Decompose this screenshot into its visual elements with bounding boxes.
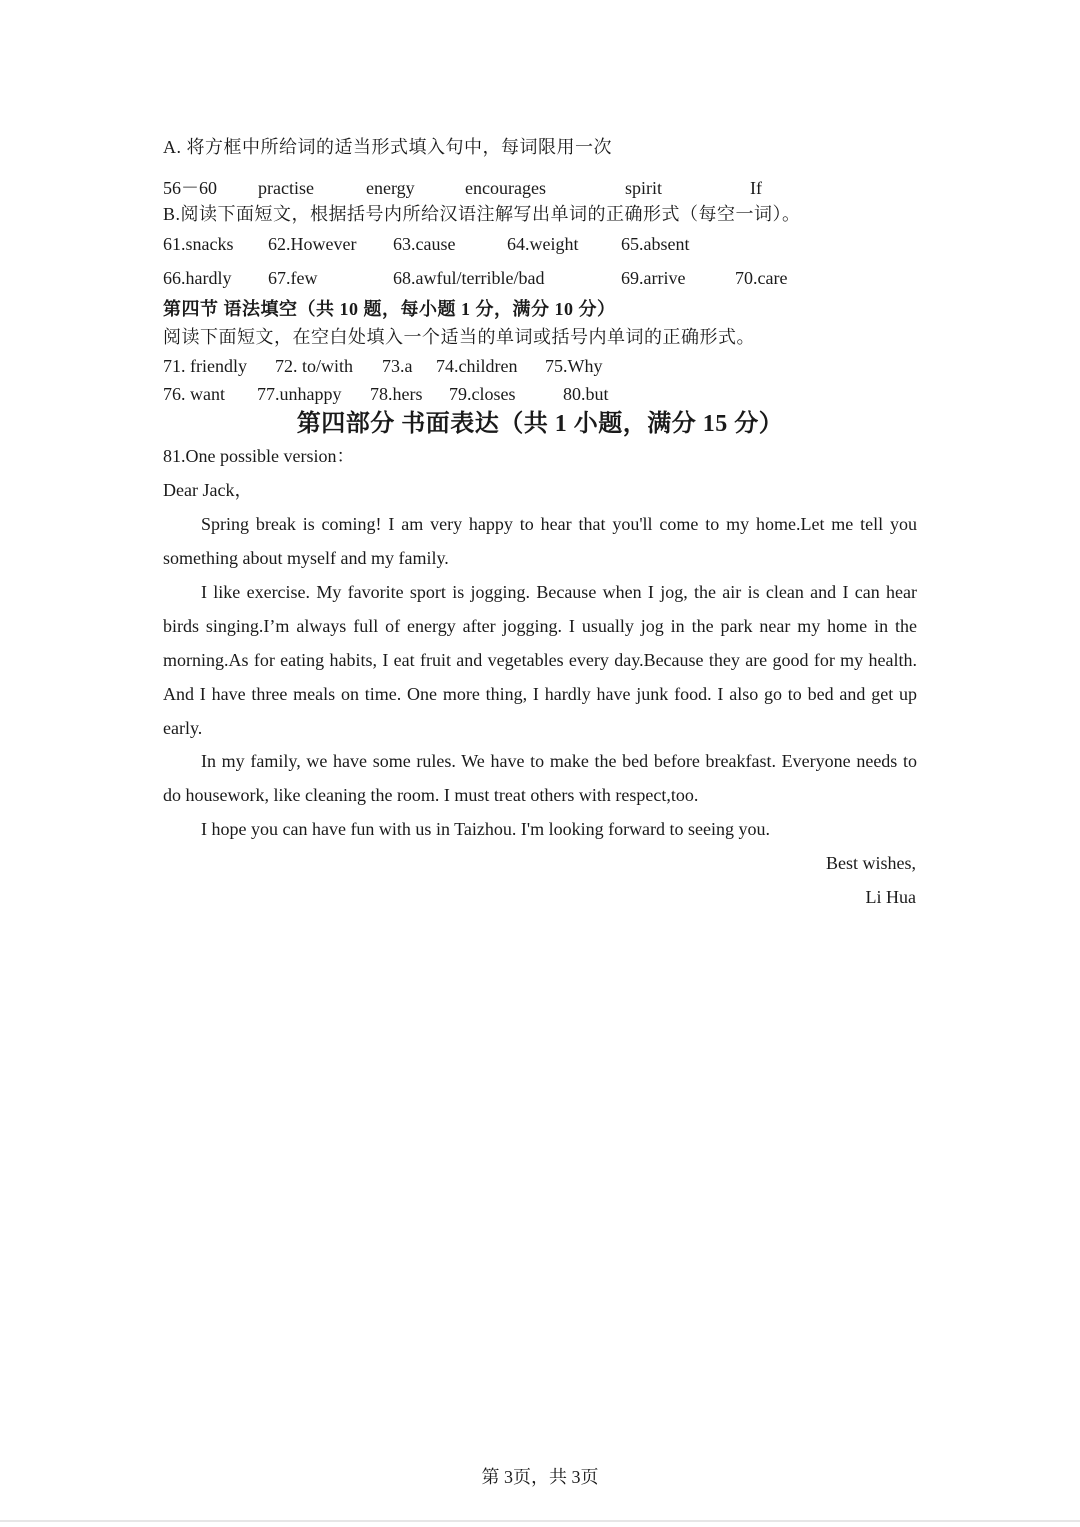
answer-item: 72. to/with [275, 356, 354, 376]
essay-closing: Best wishes, [826, 853, 916, 873]
page-bottom-edge [0, 1520, 1080, 1522]
essay-paragraph: Spring break is coming! I am very happy to hear that you'll come to my home.Let me tell you something about myself and my family. [163, 514, 917, 568]
essay-signature: Li Hua [865, 887, 916, 907]
answer-item: 69.arrive [621, 268, 686, 288]
answer-item: 74.children [436, 356, 518, 376]
essay-paragraph: I hope you can have fun with us in Taizhou. I'm looking forward to seeing you. [201, 819, 771, 839]
essay-paragraph: In my family, we have some rules. We have to make the bed before breakfast. Everyone needs to do housework, like cleaning the room. I must treat others with respect,too. [163, 751, 917, 805]
part-4-heading: 第四部分 书面表达（共 1 小题，满分 15 分） [296, 411, 784, 437]
essay-label: 81.One possible version： [163, 446, 355, 466]
answer-item: 80.but [563, 384, 609, 404]
answer-item: 77.unhappy [257, 384, 342, 404]
answer-item: 75.Why [545, 356, 603, 376]
answer-item: 62.However [268, 234, 357, 254]
section-a-word: spirit [625, 178, 663, 198]
section-b-instruction: B.阅读下面短文，根据括号内所给汉语注解写出单词的正确形式（每空一词）。 [163, 204, 801, 224]
answer-item: 78.hers [370, 384, 423, 404]
section-4-instruction: 阅读下面短文，在空白处填入一个适当的单词或括号内单词的正确形式。 [163, 327, 755, 347]
section-4-title: 第四节 语法填空（共 10 题，每小题 1 分，满分 10 分） [163, 299, 616, 319]
answer-item: 65.absent [621, 234, 690, 254]
section-a-word: If [750, 178, 762, 198]
answer-item: 67.few [268, 268, 318, 288]
essay-greeting: Dear Jack， [163, 480, 253, 500]
answer-item: 79.closes [449, 384, 516, 404]
answer-item: 61.snacks [163, 234, 234, 254]
section-a-word: energy [366, 178, 415, 198]
answer-item: 73.a [382, 356, 413, 376]
section-a-range: 56－60 [163, 178, 217, 198]
answer-item: 70.care [735, 268, 788, 288]
page-number: 第 3页，共 3页 [481, 1467, 599, 1487]
section-a-instruction: A. 将方框中所给词的适当形式填入句中，每词限用一次 [163, 137, 612, 157]
answer-item: 64.weight [507, 234, 579, 254]
answer-item: 76. want [163, 384, 225, 404]
answer-item: 68.awful/terrible/bad [393, 268, 545, 288]
section-a-word: practise [258, 178, 314, 198]
answer-item: 66.hardly [163, 268, 232, 288]
answer-item: 63.cause [393, 234, 456, 254]
answer-item: 71. friendly [163, 356, 247, 376]
section-a-word: encourages [465, 178, 546, 198]
essay-paragraph: I like exercise. My favorite sport is jogging. Because when I jog, the air is clean and I can hear birds singing.I’m always full of energy after jogging. I usually jog in the park near my home in the morning.As for eating habits, I eat fruit and vegetables every day.Because they are good for my health. And I have three meals on time. One more thing, I hardly have junk food. I also go to bed and get up early. [163, 582, 917, 738]
